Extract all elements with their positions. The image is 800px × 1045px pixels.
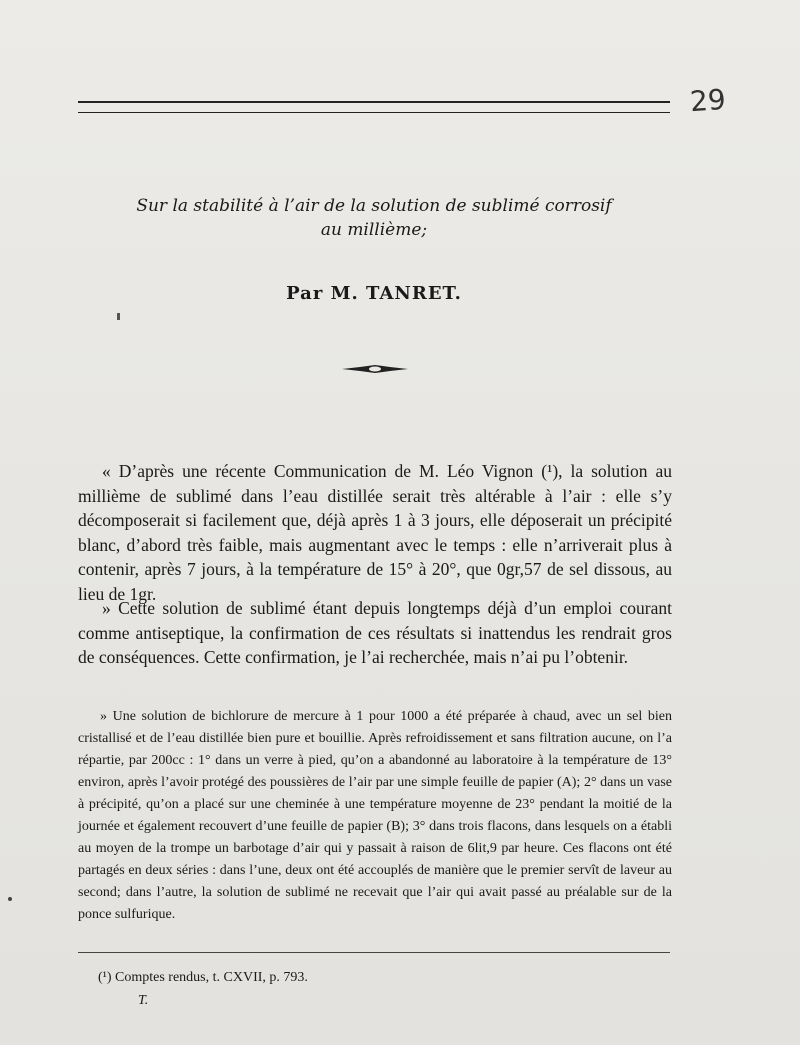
footnote: (¹) Comptes rendus, t. CXVII, p. 793. xyxy=(98,970,308,985)
ink-mark xyxy=(117,313,120,320)
header-double-rule xyxy=(78,101,670,113)
article-title-line-1: Sur la stabilité à l’air de la solution de sublimé corrosif xyxy=(136,196,612,216)
margin-dot xyxy=(8,897,12,901)
ornament-divider-icon xyxy=(340,363,410,375)
paragraph-1: « D’après une récente Communication de M. Léo Vignon (¹), la solution au millième de sublimé dans l’eau distillée serait très altérable à l’air : elle s’y décomposerait si facilement que, déjà après 1 à 3 jours, elle déposerait un précipité blanc, d’abord très faible, mais augmentant avec le temps : elle n’arriverait plus à contenir, après 7 jours, à la température de 15° à 20°, que 0gr,57 de sel dissous, au lieu de 1gr. xyxy=(78,461,672,604)
paragraph-2: » Cette solution de sublimé étant depuis longtemps déjà d’un emploi courant comme antiseptique, la confirmation de ces résultats si inattendus les rendrait gros de conséquences. Cette confirmation, je l’ai recherchée, mais n’ai pu l’obtenir. xyxy=(78,598,672,667)
signature: T. xyxy=(138,993,149,1008)
article-title-line-2: au millième; xyxy=(320,220,428,240)
footnote-rule xyxy=(78,952,670,953)
article-author: Par M. TANRET. xyxy=(286,283,462,304)
paragraph-3: » Une solution de bichlorure de mercure à 1 pour 1000 a été préparée à chaud, avec un sel bien cristallisé et de l’eau distillée bien pure et bouillie. Après refroidissement et sans filtration aucune, on l’a répartie, par 200cc : 1° dans un verre à pied, qu’on a abandonné au laboratoire à la température de 13° environ, après l’avoir protégé des poussières de l’air par une simple feuille de papier (A); 2° dans un vase à précipité, qu’on a placé sur une cheminée à une température moyenne de 23° pendant la moitié de la journée et également recouvert d’une feuille de papier (B); 3° dans trois flacons, dans lesquels on a établi au moyen de la trompe un barbotage d’air qui y passait à raison de 6lit,9 par heure. Ces flacons ont été partagés en deux séries : dans l’une, deux ont été accouplés de manière que le premier servît de laveur au second; dans l’autre, la solution de sublimé ne recevait que l’air qui avait passé au préalable sur de la ponce sulfurique. xyxy=(78,709,672,922)
handwritten-page-number: 29 xyxy=(688,82,727,119)
article-title xyxy=(78,194,670,242)
